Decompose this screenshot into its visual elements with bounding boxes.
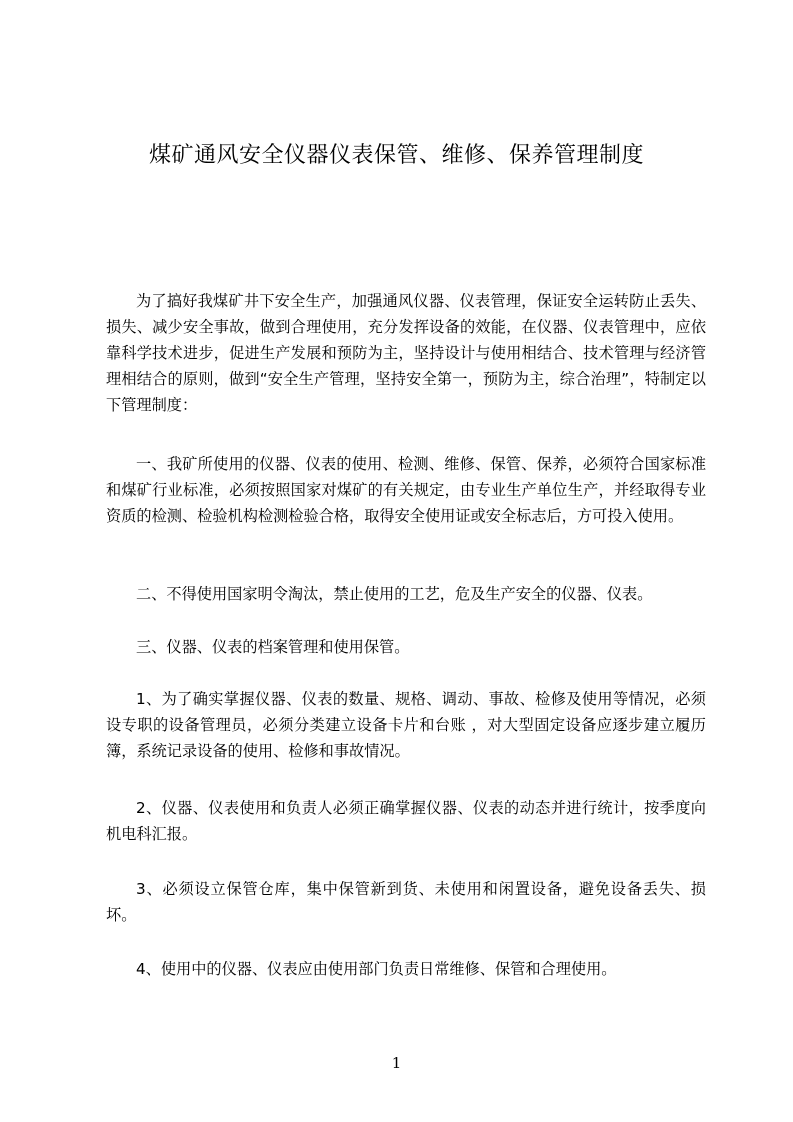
item-3-paragraph: 3、必须设立保管仓库，集中保管新到货、未使用和闲置设备，避免设备丢失、损坏。: [106, 880, 706, 924]
intro-paragraph: 为了搞好我煤矿井下安全生产，加强通风仪器、仪表管理，保证安全运转防止丢失、损失、减少安全事故，做到合理使用，充分发挥设备的效能，在仪器、仪表管理中，应依靠科学技术进步，促进生产发展和预防为主，坚持设计与使用相结合、技术管理与经济管理相结合的原则，做到“安全生产管理，坚持安全第一，预防为主，综合治理”，特制定以下管理制度：: [106, 292, 706, 414]
item-4-paragraph: 4、使用中的仪器、仪表应由使用部门负责日常维修、保管和合理使用。: [136, 960, 617, 978]
clause-2-paragraph: 二、不得使用国家明令淘汰，禁止使用的工艺，危及生产安全的仪器、仪表。: [136, 585, 653, 603]
item-1-paragraph: 1、为了确实掌握仪器、仪表的数量、规格、调动、事故、检修及使用等情况，必须设专职的设备管理员，必须分类建立设备卡片和台账 ，对大型固定设备应逐步建立履历簿，系统记录设备的使用、检修和事故情况。: [106, 690, 706, 760]
item-2-paragraph: 2、仪器、仪表使用和负责人必须正确掌握仪器、仪表的动态并进行统计，按季度向机电科汇报。: [106, 799, 706, 843]
page-number: 1: [391, 1054, 402, 1072]
clause-3-heading: 三、仪器、仪表的档案管理和使用保管。: [136, 638, 410, 656]
document-title: 煤矿通风安全仪器仪表保管、维修、保养管理制度: [148, 143, 644, 168]
clause-1-paragraph: 一、我矿所使用的仪器、仪表的使用、检测、维修、保管、保养，必须符合国家标准和煤矿行业标准，必须按照国家对煤矿的有关规定，由专业生产单位生产，并经取得专业资质的检测、检验机构检测检验合格，取得安全使用证或安全标志后，方可投入使用。: [106, 455, 706, 525]
